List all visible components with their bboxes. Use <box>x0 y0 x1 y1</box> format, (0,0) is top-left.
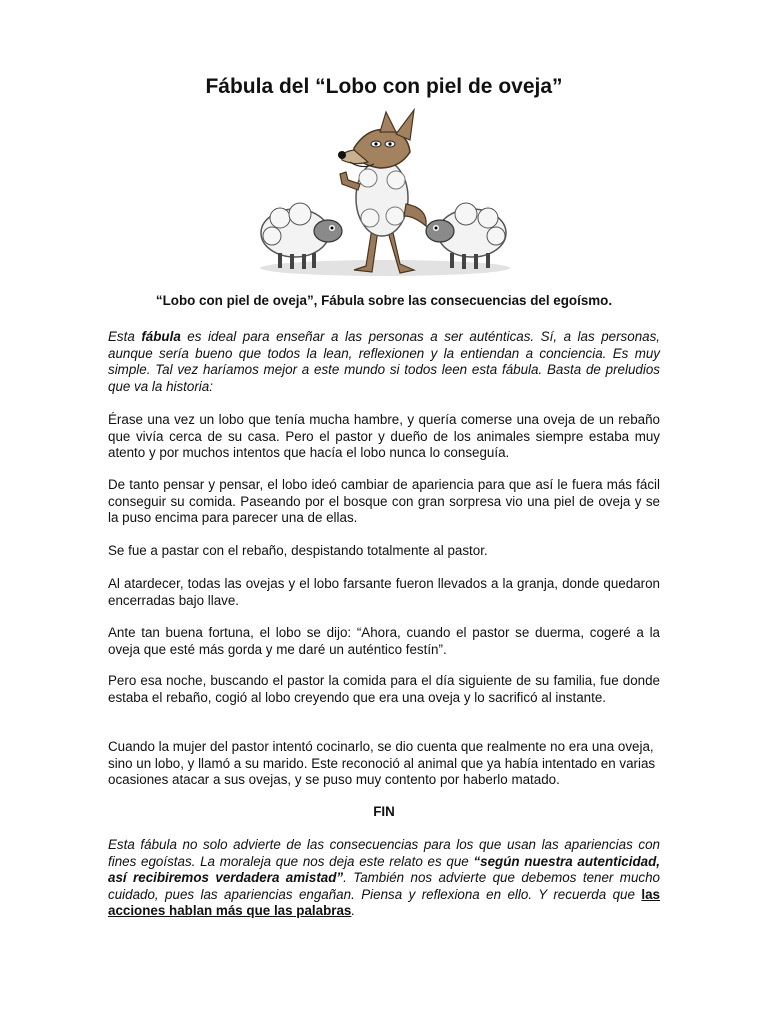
moral-text-pre: Esta fábula no solo advierte de las consecuencias para los que usan las apariencias con fines egoístas. La moraleja que nos deja este relato es que <box>108 837 660 869</box>
story-paragraph: Al atardecer, todas las ovejas y el lobo farsante fueron llevados a la granja, donde quedaron encerradas bajo llave. <box>108 576 660 608</box>
moral-quote-bold: “según nuestra autenticidad, así recibiremos verdadera amistad” <box>108 853 660 886</box>
intro-paragraph <box>108 329 660 395</box>
story-end-label: FIN <box>373 804 395 819</box>
moral-text-mid: . También nos advierte que debemos tener mucho cuidado, pues las apariencias engañan. Piensa y reflexiona en ello. Y recuerda que <box>108 870 660 902</box>
story-paragraph: Se fue a pastar con el rebaño, despistando totalmente al pastor. <box>108 543 488 558</box>
story-paragraph: De tanto pensar y pensar, el lobo ideó cambiar de apariencia para que así le fuera más fácil conseguir su comida. Paseando por el bosque con gran sorpresa vio una piel de oveja y se la puso encima para parecer una de ellas. <box>108 477 660 526</box>
story-subtitle: “Lobo con piel de oveja”, Fábula sobre las consecuencias del egoísmo. <box>155 293 613 308</box>
moral-lesson-underlined: las acciones hablan más que las palabras <box>108 886 660 919</box>
left-sheep-illustration <box>261 203 342 269</box>
intro-text-bold: fábula <box>141 329 181 344</box>
moral-text-end: . <box>351 903 356 919</box>
intro-text-post: es ideal para enseñar a las personas a ser auténticas. Sí, a las personas, aunque sería bueno que todos la lean, reflexionen y la entiendan a conciencia. Es muy simple. Tal vez haríamos mejor a este mundo si todos leen esta fábula. Basta de preludios que va la historia: <box>108 329 660 394</box>
document-title: Fábula del “Lobo con piel de oveja” <box>205 75 563 98</box>
story-paragraph: Cuando la mujer del pastor intentó cocinarlo, se dio cuenta que realmente no era una oveja, sino un lobo, y llamó a su marido. Este reconoció al animal que ya había intentado en varias ocasiones atacar a sus ovejas, y se puso muy contento por haberlo matado. <box>108 739 656 788</box>
moral-paragraph <box>108 837 660 920</box>
right-sheep-illustration <box>426 203 506 269</box>
story-paragraph: Pero esa noche, buscando el pastor la comida para el día siguiente de su familia, fue donde estaba el rebaño, cogió al lobo creyendo que era una oveja y lo sacrificó al instante. <box>108 673 660 705</box>
wolf-in-sheep-clothing-illustration <box>250 108 520 280</box>
wolf-illustration <box>338 110 426 273</box>
story-paragraph: Érase una vez un lobo que tenía mucha hambre, y quería comerse una oveja de un rebaño que vivía cerca de su casa. Pero el pastor y dueño de los animales siempre estaba muy atento y por muchos intentos que hacía el lobo nunca lo conseguía. <box>108 412 660 461</box>
intro-text-pre: Esta <box>108 329 142 344</box>
story-paragraph: Ante tan buena fortuna, el lobo se dijo: “Ahora, cuando el pastor se duerma, cogeré a la oveja que esté más gorda y me daré un auténtico festín”. <box>108 625 660 657</box>
